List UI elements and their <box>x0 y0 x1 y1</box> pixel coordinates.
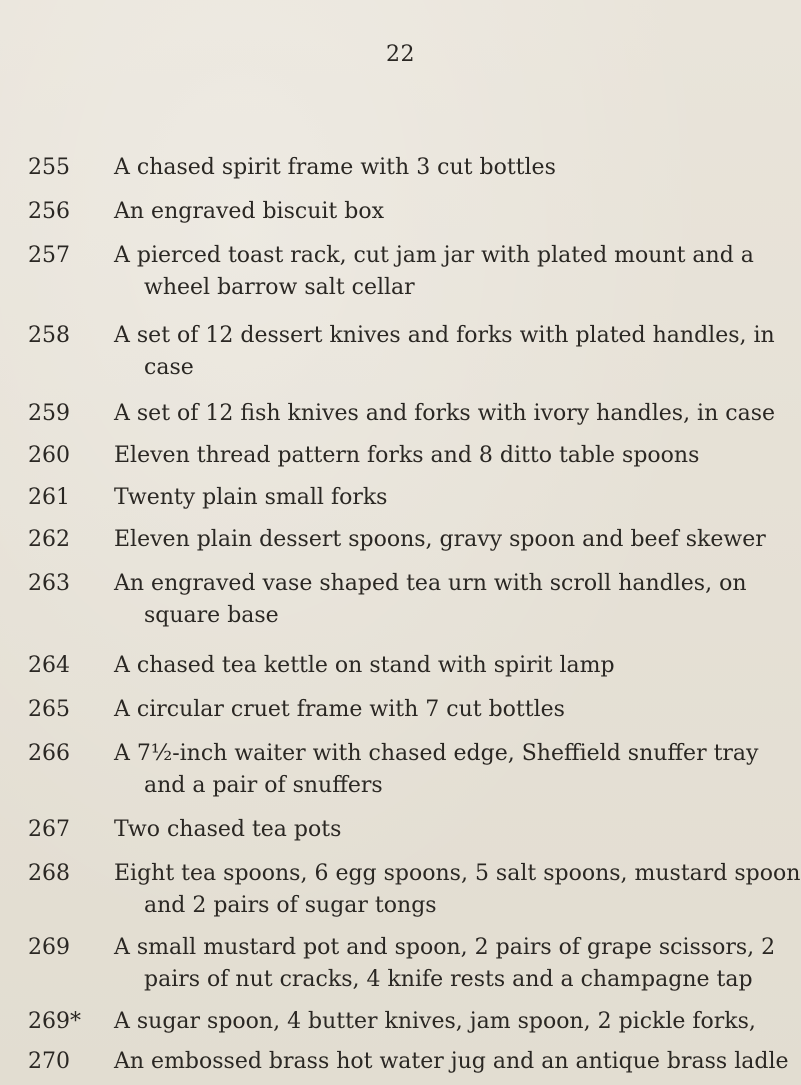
lot-description-line: Eight tea spoons, 6 egg spoons, 5 salt spoons, mustard spoon <box>114 861 801 886</box>
lot-description-line: and a pair of snuffers <box>144 773 383 798</box>
lot-number: 256 <box>28 199 70 224</box>
lot-description <box>114 398 800 430</box>
lot-description <box>114 320 800 384</box>
lot-description-line: A 7½-inch waiter with chased edge, Sheffield snuffer tray <box>114 741 759 766</box>
lot-description-line: A chased tea kettle on stand with spirit lamp <box>114 653 615 678</box>
lot-description-line: A chased spirit frame with 3 cut bottles <box>114 155 556 180</box>
lot-number: 260 <box>28 443 70 468</box>
lot-description-line: Twenty plain small forks <box>114 485 388 510</box>
lot-description <box>114 440 800 472</box>
lot-description-line: An embossed brass hot water jug and an antique brass ladle <box>114 1049 789 1074</box>
lot-number: 269 <box>28 935 70 960</box>
lot-description-line: case <box>144 355 194 380</box>
lot-description-line: pairs of nut cracks, 4 knife rests and a champagne tap <box>144 967 753 992</box>
lot-description <box>114 568 800 632</box>
lot-description-line: A set of 12 fish knives and forks with ivory handles, in case <box>114 401 775 426</box>
lot-description <box>114 814 800 846</box>
lot-description <box>114 152 800 184</box>
lot-description-line: A sugar spoon, 4 butter knives, jam spoon, 2 pickle forks, <box>114 1009 756 1034</box>
lot-description-line: Eleven plain dessert spoons, gravy spoon and beef skewer <box>114 527 766 552</box>
lot-description-line: square base <box>144 603 279 628</box>
lot-description <box>114 524 800 556</box>
lot-number: 263 <box>28 571 70 596</box>
lot-description <box>114 196 800 228</box>
lot-description-line: An engraved biscuit box <box>114 199 384 224</box>
lot-number: 258 <box>28 323 70 348</box>
lot-number: 270 <box>28 1049 70 1074</box>
lot-description-line: A pierced toast rack, cut jam jar with plated mount and a <box>114 243 754 268</box>
lot-number: 266 <box>28 741 70 766</box>
lot-description-line: and 2 pairs of sugar tongs <box>144 893 437 918</box>
lot-description <box>114 1006 800 1038</box>
lot-description-line: wheel barrow salt cellar <box>144 275 415 300</box>
lot-number: 265 <box>28 697 70 722</box>
lot-number: 259 <box>28 401 70 426</box>
lot-number: 262 <box>28 527 70 552</box>
lot-description-line: A small mustard pot and spoon, 2 pairs of grape scissors, 2 <box>114 935 776 960</box>
lot-number: 264 <box>28 653 70 678</box>
lot-description <box>114 858 800 922</box>
lot-description-line: A set of 12 dessert knives and forks with plated handles, in <box>114 323 775 348</box>
lot-number: 267 <box>28 817 70 842</box>
lot-description <box>114 694 800 726</box>
lot-description-line: Two chased tea pots <box>114 817 342 842</box>
lot-description-line: An engraved vase shaped tea urn with scroll handles, on <box>114 571 747 596</box>
lot-number: 255 <box>28 155 70 180</box>
lot-number: 257 <box>28 243 70 268</box>
lot-description <box>114 932 800 996</box>
lot-number: 269* <box>28 1009 81 1034</box>
lot-number: 268 <box>28 861 70 886</box>
page-number: 22 <box>386 42 415 67</box>
lot-description <box>114 1046 800 1078</box>
lot-description-line: A circular cruet frame with 7 cut bottles <box>114 697 565 722</box>
lot-description <box>114 738 800 802</box>
lot-description <box>114 482 800 514</box>
lot-number: 261 <box>28 485 70 510</box>
lot-description-line: Eleven thread pattern forks and 8 ditto table spoons <box>114 443 700 468</box>
lot-description <box>114 650 800 682</box>
lot-description <box>114 240 800 304</box>
